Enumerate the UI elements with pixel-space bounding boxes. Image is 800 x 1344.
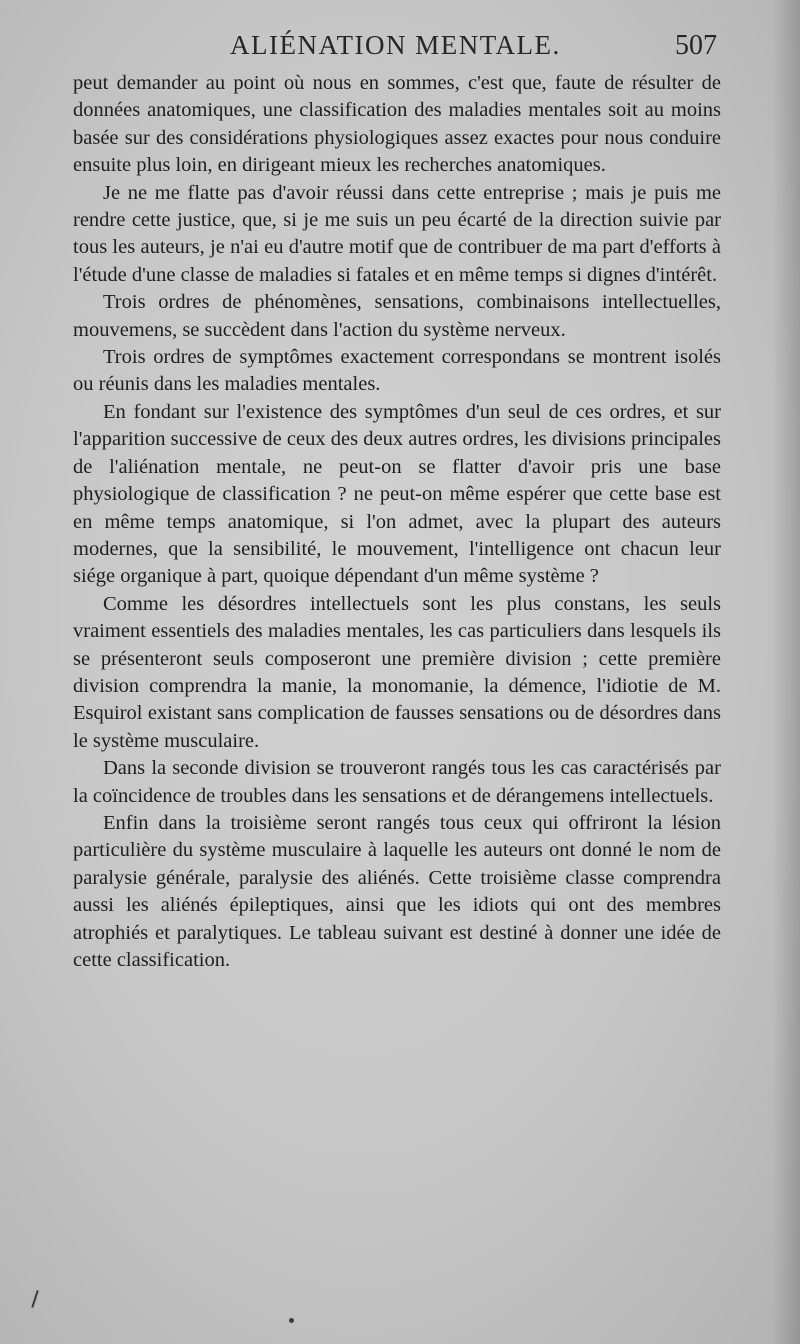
paragraph-continuation: peut demander au point où nous en sommes, c'est que, faute de résulter de données anatomiques, une classification des maladies mentales soit au moins basée sur des considérations physiologiques assez exactes pour nous conduire ensuite plus loin, en dirigeant mieux les recherches anatomiques. — [73, 72, 721, 177]
paragraph: En fondant sur l'existence des symptômes d'un seul de ces ordres, et sur l'apparition successive de ceux des deux autres ordres, les divisions principales de l'aliénation mentale, ne peut-on se flatter d'avoir pris une base physiologique de classification ? ne peut-on même espérer que cette base est en même temps anatomique, si l'on admet, avec la plupart des auteurs modernes, que la sensibilité, le mouvement, l'intelligence ont chacun leur siége organique à part, quoique dépendant d'un même système ? — [73, 400, 721, 588]
stray-ink-mark — [31, 1290, 38, 1308]
body-text — [73, 70, 721, 974]
ink-dot — [289, 1318, 294, 1323]
paragraph: Je ne me flatte pas d'avoir réussi dans cette entreprise ; mais je puis me rendre cette justice, que, si je me suis un peu écarté de la direction suivie par tous les auteurs, je n'ai eu d'autre motif que de contribuer de ma part d'efforts à l'étude d'une classe de maladies si fatales et en même temps si dignes d'intérêt. — [73, 181, 721, 286]
page-number: 507 — [675, 30, 717, 61]
running-title: ALIÉNATION MENTALE. — [230, 30, 561, 60]
paragraph: Trois ordres de symptômes exactement correspondans se montrent isolés ou réunis dans les maladies mentales. — [73, 346, 721, 396]
paragraph: Dans la seconde division se trouveront rangés tous les cas caractérisés par la coïncidence de troubles dans les sensations et de dérangemens intellectuels. — [73, 757, 721, 807]
page-edge-shadow — [772, 0, 800, 1344]
paragraph: Enfin dans la troisième seront rangés tous ceux qui offriront la lésion particulière du système musculaire à laquelle les auteurs ont donné le nom de paralysie générale, paralysie des aliénés. Cette troisième classe comprendra aussi les aliénés épileptiques, ainsi que les idiots qui ont des membres atrophiés et paralytiques. Le tableau suivant est destiné à donner une idée de cette classification. — [73, 811, 721, 971]
running-head — [0, 30, 800, 66]
paragraph: Trois ordres de phénomènes, sensations, combinaisons intellectuelles, mouvemens, se succèdent dans l'action du système nerveux. — [73, 291, 721, 341]
paragraph: Comme les désordres intellectuels sont les plus constans, les seuls vraiment essentiels des maladies mentales, les cas particuliers dans lesquels ils se présenteront seuls composeront une première division ; cette première division comprendra la manie, la monomanie, la démence, l'idiotie de M. Esquirol existant sans complication de fausses sensations ou de désordres dans le système musculaire. — [73, 592, 721, 752]
